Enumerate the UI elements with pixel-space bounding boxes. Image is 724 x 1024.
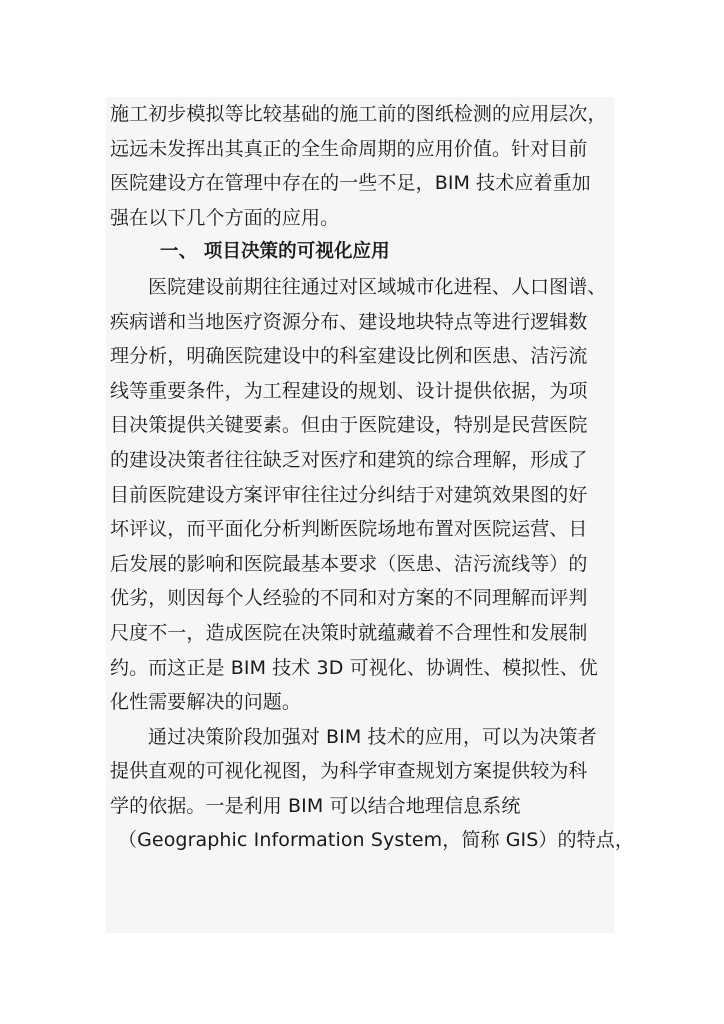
text-line: 线等重要条件，为工程建设的规划、设计提供依据，为项 <box>110 379 588 402</box>
text-line: 优劣，则因每个人经验的不同和对方案的不同理解而评判 <box>110 587 588 610</box>
text-line: 提供直观的可视化视图，为科学审查规划方案提供较为科 <box>110 760 588 783</box>
text-line: 约。而这正是 BIM 技术 3D 可视化、协调性、模拟性、优 <box>110 656 598 679</box>
text-line: 的建设决策者往往缺乏对医疗和建筑的综合理解，形成了 <box>110 448 588 471</box>
text-line: （Geographic Information System，简称 GIS）的特点， <box>118 829 634 852</box>
text-line: 坏评议，而平面化分析判断医院场地布置对医院运营、日 <box>110 518 588 541</box>
text-line: 目前医院建设方案评审往往过分纠结于对建筑效果图的好 <box>110 483 588 506</box>
text-line: 疾病谱和当地医疗资源分布、建设地块特点等进行逻辑数 <box>110 310 588 333</box>
paragraph-start-line: 医院建设前期往往通过对区域城市化进程、人口图谱、 <box>148 275 607 298</box>
text-line: 化性需要解决的问题。 <box>110 691 302 714</box>
text-line: 理分析，明确医院建设中的科室建设比例和医患、洁污流 <box>110 345 588 368</box>
section-heading: 一、 项目决策的可视化应用 <box>160 241 390 263</box>
text-line: 尺度不一，造成医院在决策时就蕴藏着不合理性和发展制 <box>110 621 588 644</box>
document-body <box>110 97 634 858</box>
text-line: 强在以下几个方面的应用。 <box>110 206 340 229</box>
text-line: 医院建设方在管理中存在的一些不足，BIM 技术应着重加 <box>110 172 591 195</box>
text-line: 远远未发挥出其真正的全生命周期的应用价值。针对目前 <box>110 137 588 160</box>
text-line: 施工初步模拟等比较基础的施工前的图纸检测的应用层次， <box>110 103 607 125</box>
paragraph-start-line: 通过决策阶段加强对 BIM 技术的应用，可以为决策者 <box>148 725 597 748</box>
text-line: 目决策提供关键要素。但由于医院建设，特别是民营医院 <box>110 414 588 437</box>
text-line: 后发展的影响和医院最基本要求（医患、洁污流线等）的 <box>110 552 588 575</box>
text-line: 学的依据。一是利用 BIM 可以结合地理信息系统 <box>110 794 521 817</box>
